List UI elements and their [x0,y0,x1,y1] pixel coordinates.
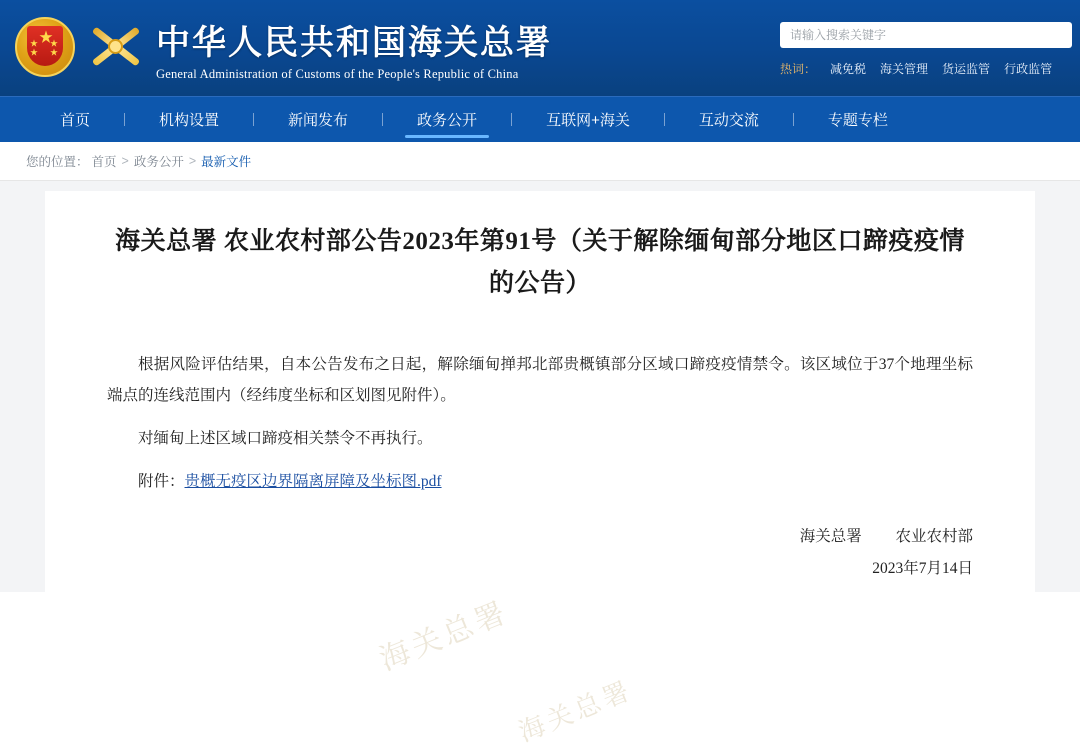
search-input[interactable] [788,27,1064,43]
breadcrumb-current: 最新文件 [201,155,252,169]
nav-item-internet-customs[interactable]: 互联网+海关 [546,112,630,129]
hotword-link-2[interactable]: 货运监管 [942,62,991,76]
breadcrumb-item-home[interactable]: 首页 [91,155,117,169]
breadcrumb-label: 您的位置： [26,155,89,169]
breadcrumb [0,142,1080,181]
site-title-cn: 中华人民共和国海关总署 [156,24,552,62]
article-body [107,349,973,497]
article-title: 海关总署 农业农村部公告2023年第91号（关于解除缅甸部分地区口蹄疫疫情的公告） [115,228,965,297]
national-emblem-icon: ★ ★ ★ ★ ★ [8,10,82,84]
signature-orgs [107,521,973,553]
main-navigation [0,96,1080,142]
signature-org-1: 海关总署 [799,528,862,545]
page-content-area [0,181,1080,748]
hotwords-bar [780,60,1072,77]
site-header [0,0,1080,96]
nav-item-home[interactable]: 首页 [60,112,91,129]
article-paragraph-2: 对缅甸上述区域口蹄疫相关禁令不再执行。 [138,430,433,447]
watermark-text: 海关总署 [375,595,514,678]
site-title-block [156,12,552,83]
hotword-link-3[interactable]: 行政监管 [1004,62,1053,76]
article-signature [107,521,973,585]
breadcrumb-item-government-affairs[interactable]: 政务公开 [133,155,184,169]
hotword-link-0[interactable]: 减免税 [830,62,867,76]
breadcrumb-separator: > [188,154,197,168]
attachment-label: 附件： [138,473,185,490]
hotword-link-1[interactable]: 海关管理 [880,62,929,76]
signature-date-row [107,553,973,585]
hotwords-label: 热词： [780,62,817,76]
nav-item-news[interactable]: 新闻发布 [288,112,349,129]
nav-item-government-affairs[interactable]: 政务公开 [383,97,511,142]
header-branding [0,0,552,85]
site-title-en: General Administration of Customs of the People's Republic of China [156,66,519,81]
nav-item-organization[interactable]: 机构设置 [159,112,220,129]
nav-item-special-topics[interactable]: 专题专栏 [827,112,888,129]
article-attachment-row [107,466,973,497]
article-paragraph-1: 根据风险评估结果，自本公告发布之日起，解除缅甸掸邦北部贵概镇部分区域口蹄疫疫情禁令。该区域位于37个地理坐标端点的连线范围内（经纬度坐标和区划图见附件）。 [107,356,973,404]
nav-item-interaction[interactable]: 互动交流 [698,112,759,129]
breadcrumb-separator: > [121,154,129,168]
watermark-text-secondary: 海关总署 [514,675,637,748]
search-box[interactable] [780,22,1072,48]
signature-date: 2023年7月14日 [872,560,973,577]
header-search-area [780,0,1080,77]
caduceus-key-icon [86,9,146,85]
article-card [45,191,1035,748]
attachment-link[interactable]: 贵概无疫区边界隔离屏障及坐标图.pdf [184,473,442,490]
signature-org-2: 农业农村部 [895,528,973,545]
